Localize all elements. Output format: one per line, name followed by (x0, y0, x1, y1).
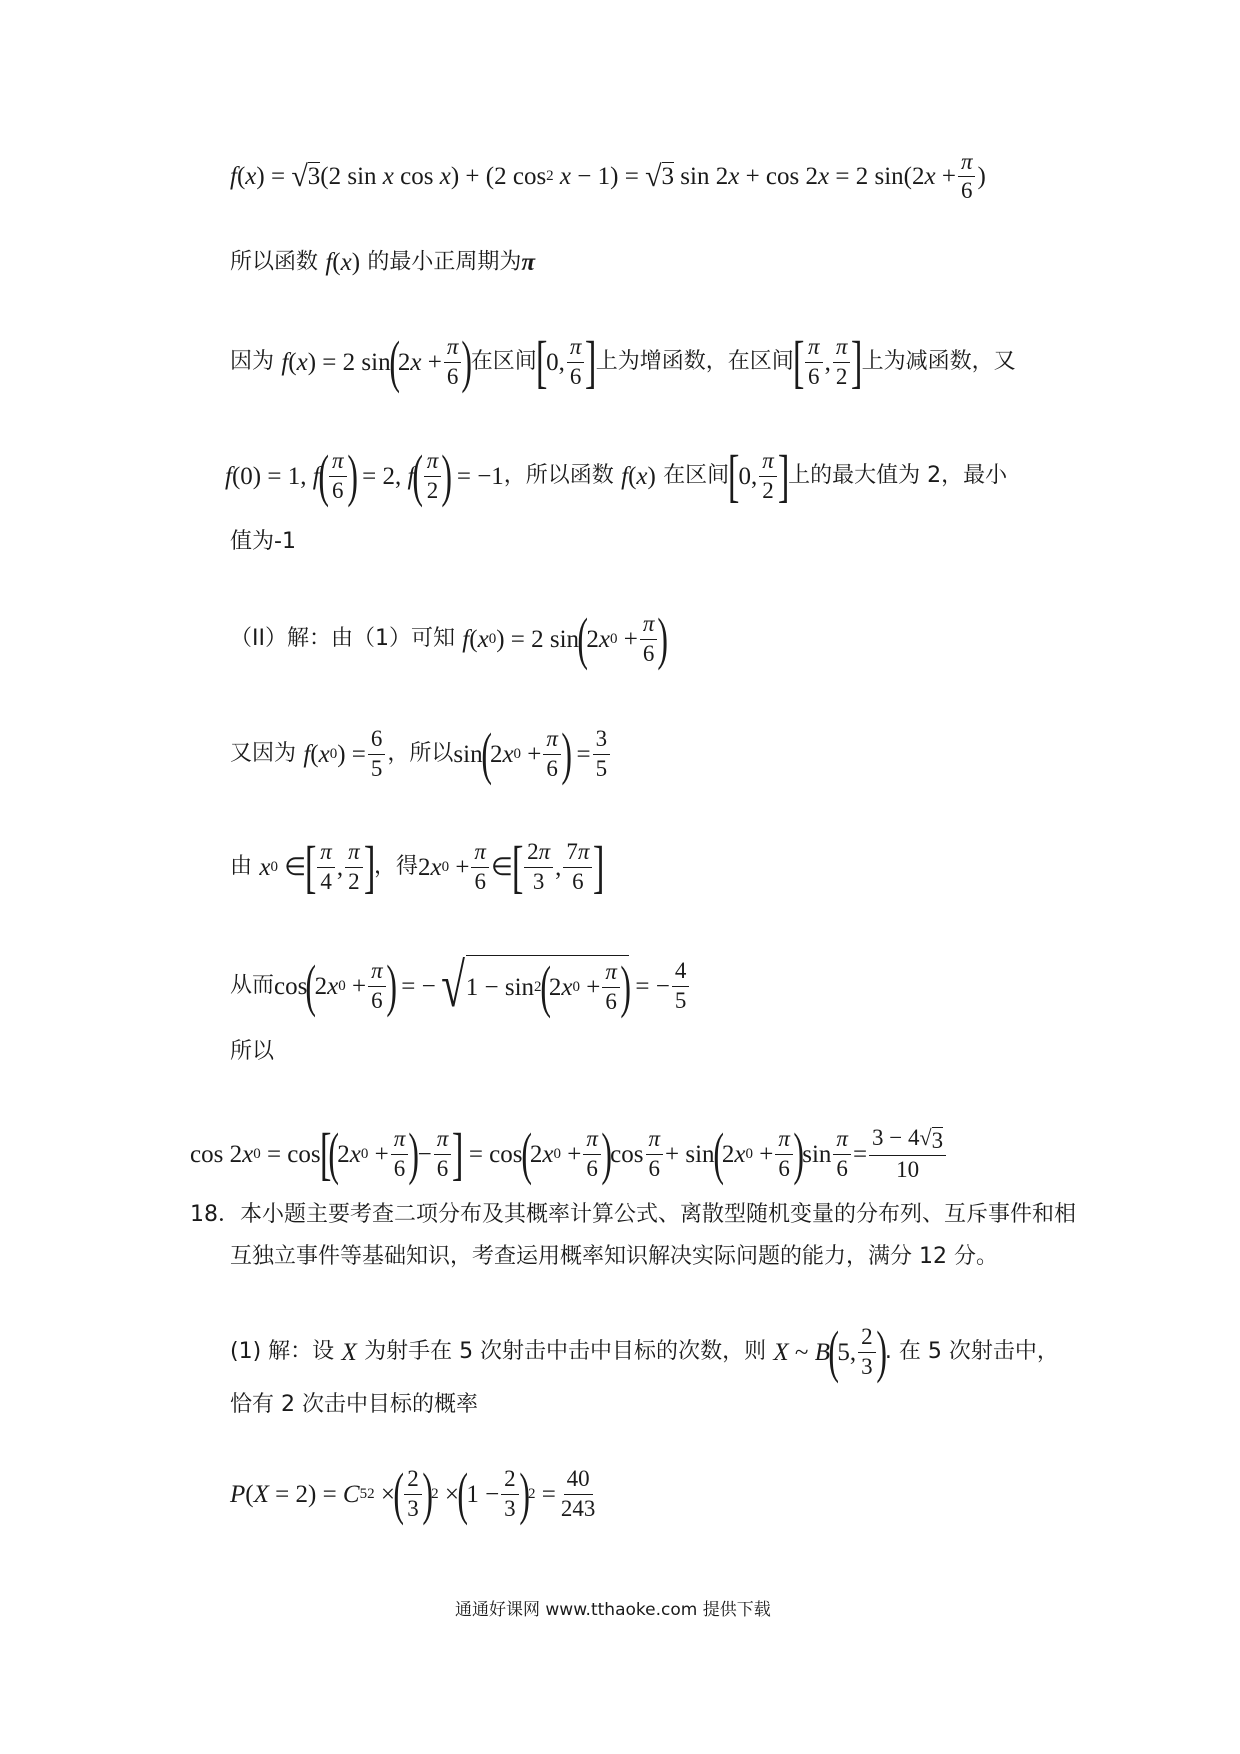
question-18-line-1: 18．本小题主要考查二项分布及其概率计算公式、离散型随机变量的分布列、互斥事件和相 (190, 1202, 1077, 1227)
text-line-13: (1) 解：设 X 为射手在 5 次射击中击中目标的次数，则 X ~ B ( 5, $\frac{2}{3}$ ) . 在 5 次射击中， (230, 1319, 1059, 1384)
text-line-2: 所以函数 f ( x ) 的最小正周期为π (230, 249, 536, 276)
equation-line-11: cos 2 x 0 = cos [ ( 2 x 0 + $\frac{\pi}{6}$ ) − $\frac{\pi}{6}$ ] = cos ( 2 x 0 + $\frac{\pi}{6}$ ) cos $\frac{\pi}{6}$ + sin ( 2 x 0 + $\frac{\pi}{6}$ ) sin $\frac{\pi}{6}$ = 3 − 4 √ 3 10 (190, 1125, 948, 1183)
equation-line-15: P ( X = 2) = C 5 2 × ( $\frac{2}{3}$ ) 2 × ( 1 − $\frac{2}{3}$ ) 2 = $\frac{40}{243}$ (230, 1461, 596, 1526)
footer-text: 通通好课网 www.tthaoke.com 提供下载 (455, 1600, 771, 1620)
text-line-4: f (0) = 1, f ( $\frac{\pi}{6}$ ) = 2, f ( $\frac{\pi}{2}$ ) = −1，所以函数 f ( x ) 在区间 [ 0, $\frac{\pi}{2}$ ] 上的最大值为 2，最小 (225, 443, 1008, 508)
text-line-10: 所以 (230, 1039, 275, 1064)
text-line-8: 由 x 0 ∈ [ $\frac{\pi}{4}$ , $\frac{\pi}{2}$ ] ，得2 x 0 + $\frac{\pi}{6}$ ∈ [ $\frac{2\pi}{3}$ , $\frac{7\pi}{6}$ ] (230, 834, 605, 899)
question-18-line-2: 互独立事件等基础知识，考查运用概率知识解决实际问题的能力，满分 12 分。 (230, 1244, 998, 1269)
text-line-6: （II）解：由（1）可知 f ( x 0 ) = 2 sin ( 2 x 0 + $\frac{\pi}{6}$ ) (230, 606, 669, 671)
equation-line-1: f ( x ) = √ 3 (2 sin x cos x ) + (2 cos 2 x − 1) = √ 3 sin 2 x + cos 2 x = 2 sin(2 x + $\frac{\pi}{6}$ ) (230, 149, 986, 204)
text-line-14: 恰有 2 次击中目标的概率 (230, 1392, 478, 1417)
text-line-7: 又因为 f ( x 0 ) = $\frac{6}{5}$ ，所以sin ( 2 x 0 + $\frac{\pi}{6}$ ) = $\frac{3}{5}$ (230, 725, 612, 783)
text-line-9: 从而cos ( 2 x 0 + $\frac{\pi}{6}$ ) = − √ 1 − sin 2 ( 2 x 0 + $\frac{\pi}{6}$ ) = − $\frac{4}{5}$ (230, 955, 691, 1017)
text-line-3: 因为 f ( x ) = 2 sin ( 2 x + $\frac{\pi}{6}$ ) 在区间 [ 0, $\frac{\pi}{6}$ ] 上为增函数，在区间 [ $\frac{\pi}{6}$ , $\frac{\pi}{2}$ ] 上为减函数，又 (230, 329, 1016, 394)
text-line-5: 值为-1 (230, 529, 296, 554)
